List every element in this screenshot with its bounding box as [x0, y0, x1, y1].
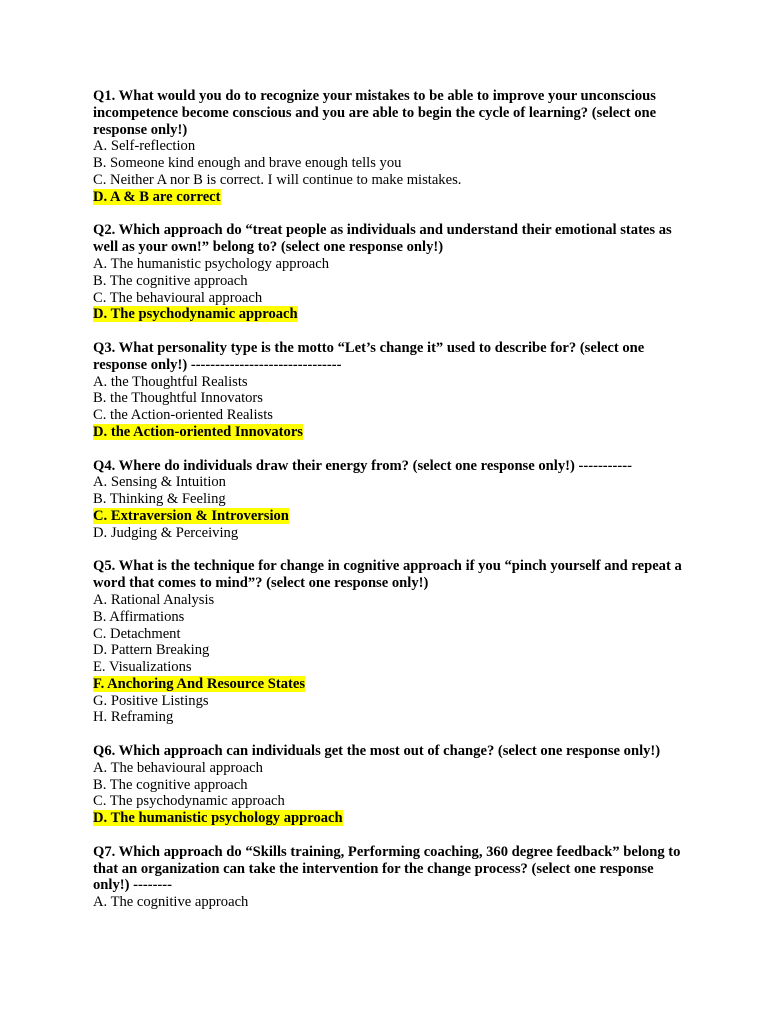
highlighted-answer: D. The humanistic psychology approach — [93, 810, 343, 827]
answer-label: D. Judging & Perceiving — [93, 524, 239, 541]
answer-label: C. The behavioural approach — [93, 289, 263, 306]
answer-label: C. The psychodynamic approach — [93, 793, 285, 810]
highlighted-answer: D. the Action-oriented Innovators — [93, 423, 303, 440]
answer-option — [93, 474, 693, 491]
highlighted-answer: D. The psychodynamic approach — [93, 306, 298, 323]
answer-option — [93, 273, 693, 290]
question-block — [93, 340, 693, 441]
question-block — [93, 458, 693, 542]
question-text: Q3. What personality type is the motto “Let’s change it” used to describe for? (select one response only!) ------------------------------- — [93, 339, 645, 373]
answer-label: D. Pattern Breaking — [93, 642, 210, 659]
answer-option — [93, 777, 693, 794]
answer-label: B. Affirmations — [93, 608, 185, 625]
highlighted-answer: D. A & B are correct — [93, 188, 221, 205]
answer-option — [93, 659, 693, 676]
answer-option — [93, 374, 693, 391]
question-block — [93, 558, 693, 726]
answer-label: A. The cognitive approach — [93, 894, 249, 911]
question-block — [93, 844, 693, 911]
answer-label: B. the Thoughtful Innovators — [93, 390, 263, 407]
answer-option — [93, 172, 693, 189]
answer-option — [93, 709, 693, 726]
correct-answer-option — [93, 189, 693, 206]
answer-label: A. Sensing & Intuition — [93, 474, 226, 491]
correct-answer-option — [93, 810, 693, 827]
answer-label: A. The humanistic psychology approach — [93, 255, 330, 272]
answer-option — [93, 592, 693, 609]
answer-label: B. The cognitive approach — [93, 776, 248, 793]
answer-option — [93, 290, 693, 307]
answer-label: A. the Thoughtful Realists — [93, 373, 248, 390]
question-text: Q5. What is the technique for change in cognitive approach if you “pinch yourself and repeat a word that comes to mind”? (select one response only!) — [93, 558, 682, 592]
question-block — [93, 222, 693, 323]
question-block — [93, 743, 693, 827]
question-text: Q7. Which approach do “Skills training, Performing coaching, 360 degree feedback” belong to that an organization can take the intervention for the change process? (select one response only!) -------- — [93, 843, 681, 894]
correct-answer-option — [93, 424, 693, 441]
answer-option — [93, 256, 693, 273]
answer-label: B. The cognitive approach — [93, 272, 248, 289]
highlighted-answer: C. Extraversion & Introversion — [93, 507, 289, 524]
answer-option — [93, 138, 693, 155]
answer-option — [93, 793, 693, 810]
answer-option — [93, 609, 693, 626]
answer-label: E. Visualizations — [93, 659, 192, 676]
answer-option — [93, 390, 693, 407]
question-text: Q2. Which approach do “treat people as individuals and understand their emotional states as well as your own!” belong to? (select one response only!) — [93, 222, 672, 256]
answer-label: G. Positive Listings — [93, 692, 209, 709]
answer-label: B. Thinking & Feeling — [93, 491, 226, 508]
correct-answer-option — [93, 508, 693, 525]
answer-option — [93, 693, 693, 710]
question-text: Q1. What would you do to recognize your mistakes to be able to improve your unconscious incompetence become conscious and you are able to begin the cycle of learning? (select one response only!) — [93, 88, 657, 138]
answer-label: A. Rational Analysis — [93, 591, 215, 608]
answer-option — [93, 525, 693, 542]
answer-option — [93, 155, 693, 172]
answer-label: B. Someone kind enough and brave enough tells you — [93, 155, 402, 172]
answer-option — [93, 642, 693, 659]
answer-label: C. Neither A nor B is correct. I will continue to make mistakes. — [93, 171, 462, 188]
answer-option — [93, 407, 693, 424]
answer-option — [93, 894, 693, 911]
answer-option — [93, 491, 693, 508]
answer-option — [93, 626, 693, 643]
answer-label: A. The behavioural approach — [93, 759, 263, 776]
document-page — [93, 88, 693, 928]
question-text: Q6. Which approach can individuals get the most out of change? (select one response only!) — [93, 743, 661, 760]
answer-label: C. Detachment — [93, 625, 181, 642]
correct-answer-option — [93, 306, 693, 323]
question-block — [93, 88, 693, 206]
answer-option — [93, 760, 693, 777]
answer-label: C. the Action-oriented Realists — [93, 407, 273, 424]
correct-answer-option — [93, 676, 693, 693]
answer-label: H. Reframing — [93, 709, 174, 726]
highlighted-answer: F. Anchoring And Resource States — [93, 675, 306, 692]
answer-label: A. Self-reflection — [93, 138, 196, 155]
question-text: Q4. Where do individuals draw their energy from? (select one response only!) ----------- — [93, 457, 632, 474]
